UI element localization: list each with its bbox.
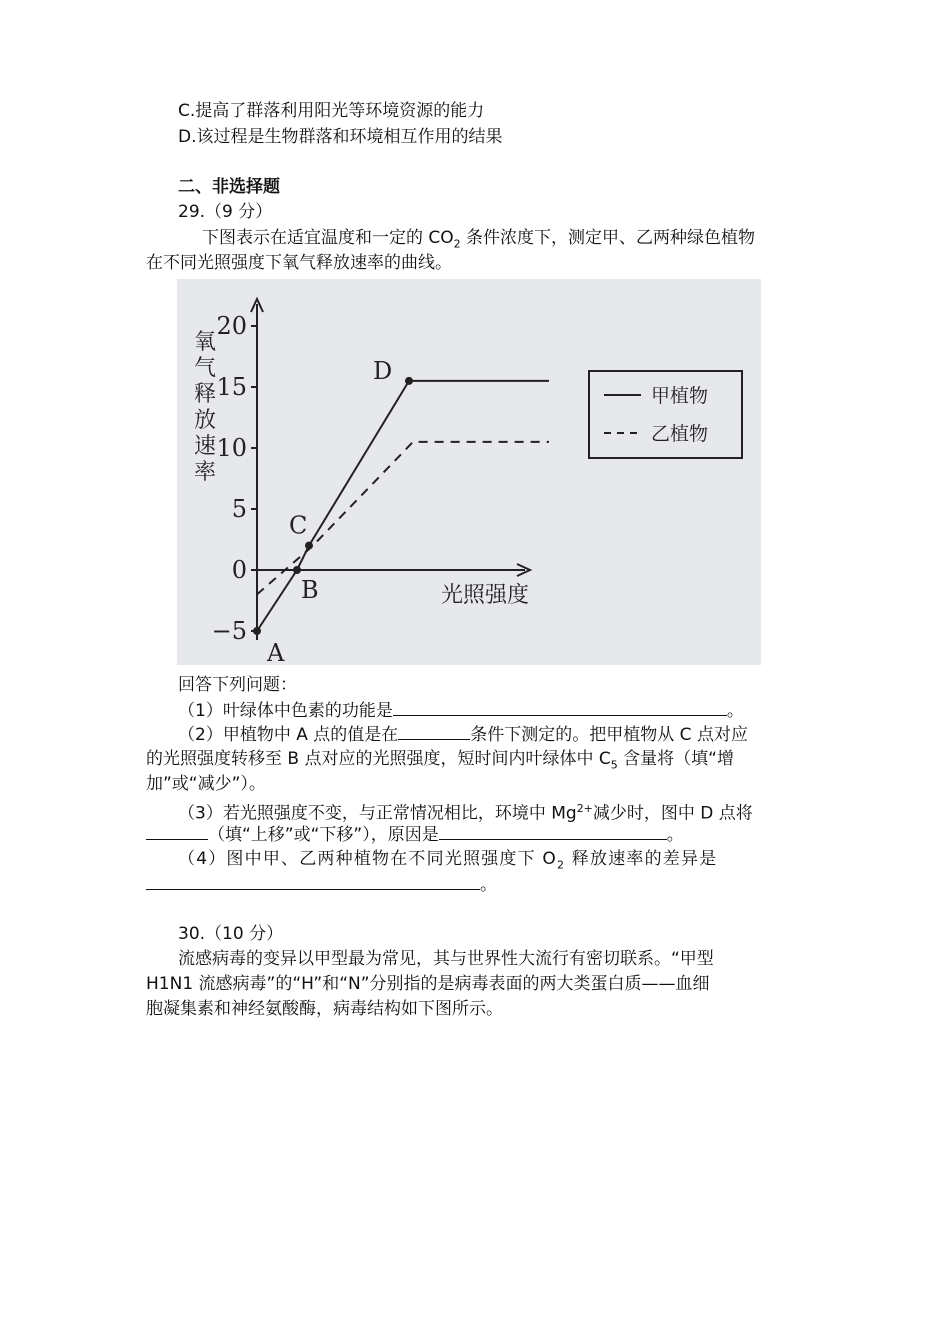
s2-text-c: 的光照强度转移至 B 点对应的光照强度，短时间内叶绿体中 C xyxy=(146,749,611,769)
answer-blank-2[interactable] xyxy=(398,723,470,740)
q30-line3: 胞凝集素和神经氨酸酶，病毒结构如下图所示。 xyxy=(146,999,503,1019)
q30-number: 30.（10 分） xyxy=(178,924,284,944)
answer-blank-5[interactable] xyxy=(146,873,480,890)
s3-text-c: （填“上移”或“下移”），原因是 xyxy=(208,825,439,845)
answer-blank-1[interactable] xyxy=(393,699,727,716)
subscript: 5 xyxy=(610,758,618,772)
s3-end: 。 xyxy=(666,825,684,845)
y-tick-label: 5 xyxy=(231,495,247,523)
s4-text-b: 释放速率的差异是 xyxy=(565,849,718,869)
y-tick-label: −5 xyxy=(211,617,247,645)
point-A xyxy=(253,627,261,635)
y-axis-label-char: 放 xyxy=(193,408,217,433)
point-B xyxy=(293,566,301,574)
y-axis-label-char: 气 xyxy=(193,356,217,381)
subscript: 2 xyxy=(557,858,566,872)
s2-text-b: 条件下测定的。把甲植物从 C 点对应 xyxy=(470,725,748,745)
q30-line2: H1N1 流感病毒”的“H”和“N”分别指的是病毒表面的两大类蛋白质——血细 xyxy=(146,974,710,994)
s2-text-a: （2）甲植物中 A 点的值是在 xyxy=(178,725,399,745)
s3-text-a: （3）若光照强度不变，与正常情况相比，环境中 Mg xyxy=(178,803,577,824)
answer-blank-4[interactable] xyxy=(439,823,667,840)
legend-label-yi: 乙植物 xyxy=(651,423,709,445)
point-C xyxy=(305,542,313,550)
q29-s2-line1 xyxy=(178,723,748,746)
q29-intro-text-b: 条件浓度下，测定甲、乙两种绿色植物 xyxy=(460,228,756,248)
y-axis-label-char: 速 xyxy=(193,434,217,459)
s2-text-d: 含量将（填“增 xyxy=(617,749,734,769)
s1-text: （1）叶绿体中色素的功能是 xyxy=(178,701,393,721)
x-axis-label: 光照强度 xyxy=(440,583,529,608)
q29-intro-text: 下图表示在适宜温度和一定的 CO xyxy=(202,228,454,248)
y-axis-label-char: 率 xyxy=(193,460,217,485)
oxygen-release-chart xyxy=(177,279,761,665)
superscript: 2+ xyxy=(576,802,593,815)
q29-s3-line2 xyxy=(146,823,684,846)
y-tick-label: 15 xyxy=(216,373,247,401)
point-label-B: B xyxy=(301,576,319,604)
q29-s1 xyxy=(178,699,744,722)
point-label-C: C xyxy=(289,511,308,540)
point-D xyxy=(405,377,413,385)
q29-prompt: 回答下列问题： xyxy=(178,675,297,695)
point-label-D: D xyxy=(373,356,393,385)
section-title: 二、非选择题 xyxy=(178,177,280,197)
q29-s4-line2 xyxy=(146,873,497,896)
q29-s2-line3: 加”或“减少”）。 xyxy=(146,774,266,794)
q29-intro-line2: 在不同光照强度下氧气释放速率的曲线。 xyxy=(146,253,452,273)
y-tick-label: 10 xyxy=(216,434,247,462)
point-label-A: A xyxy=(267,639,285,665)
legend-label-jia: 甲植物 xyxy=(651,385,709,407)
answer-blank-3[interactable] xyxy=(146,823,208,840)
option-d: D.该过程是生物群落和环境相互作用的结果 xyxy=(178,127,503,147)
y-tick-label: 20 xyxy=(216,312,247,340)
y-axis-label-char: 释 xyxy=(193,382,217,407)
q30-line1: 流感病毒的变异以甲型最为常见，其与世界性大流行有密切联系。“甲型 xyxy=(178,949,714,969)
s3-text-b: 减少时，图中 D 点将 xyxy=(592,803,753,824)
y-axis-label-char: 氧 xyxy=(193,330,217,355)
s4-end: 。 xyxy=(480,875,497,895)
q29-number: 29.（9 分） xyxy=(178,202,273,222)
subscript: 2 xyxy=(453,237,461,251)
q29-s3-line1 xyxy=(178,798,753,825)
option-c: C.提高了群落利用阳光等环境资源的能力 xyxy=(178,101,485,121)
s4-text-a: （4）图中甲、乙两种植物在不同光照强度下 O xyxy=(178,849,557,869)
s1-end: 。 xyxy=(726,701,744,721)
y-tick-label: 0 xyxy=(231,556,247,584)
chart-svg xyxy=(177,279,761,665)
